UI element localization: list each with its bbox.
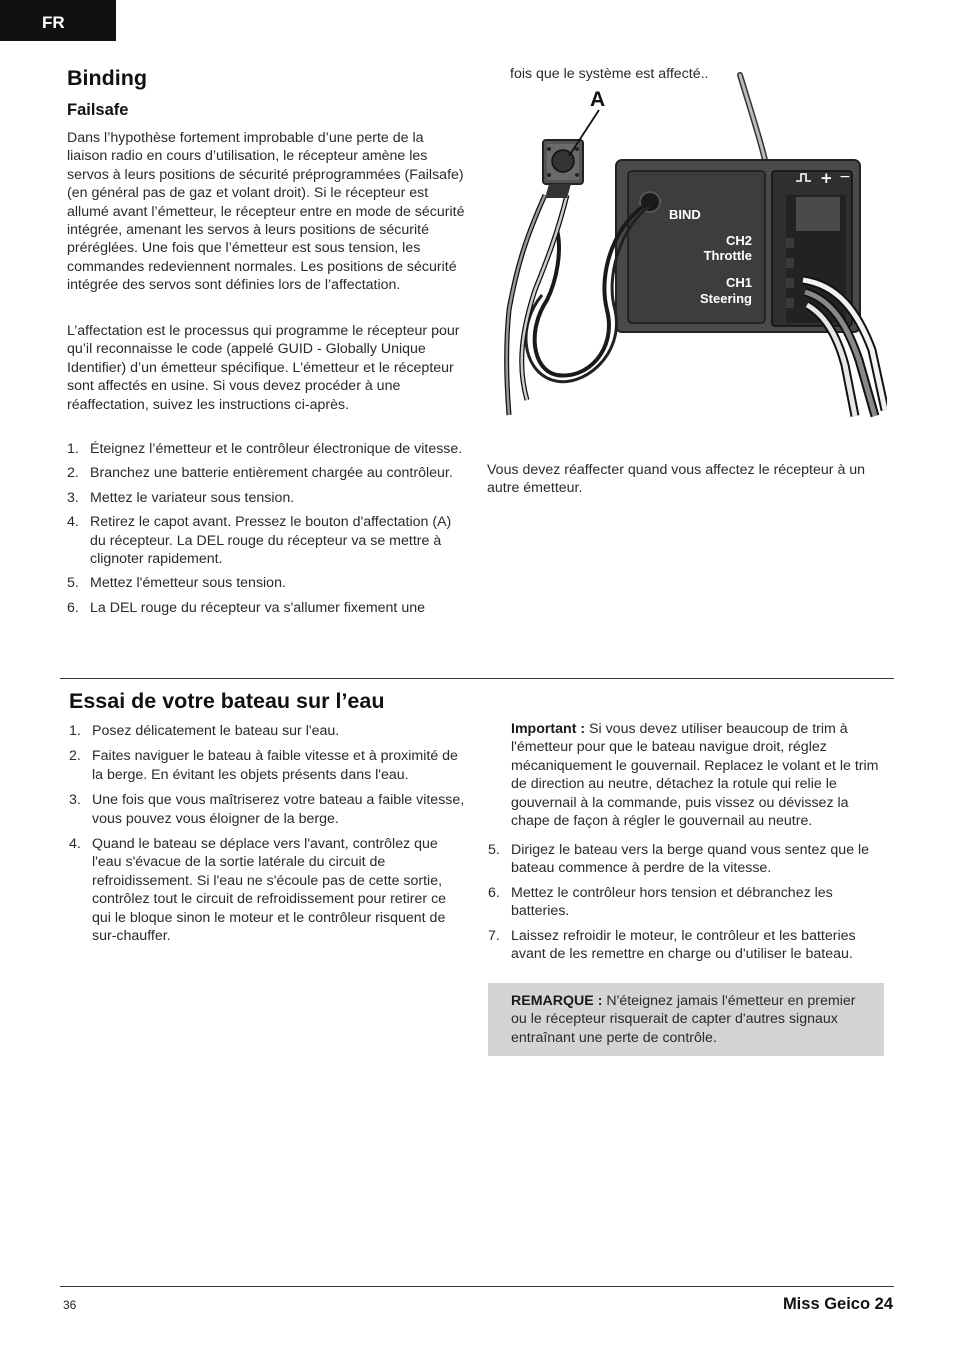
page-number: 36 bbox=[63, 1298, 77, 1312]
list-item: 6. La DEL rouge du récepteur va s'allumer fixement une bbox=[67, 599, 425, 616]
ch1-label: CH1 bbox=[725, 275, 752, 290]
ch1-name: Steering bbox=[699, 291, 752, 306]
callout-a-label: A bbox=[590, 88, 606, 111]
list-item: 1. Posez délicatement le bateau sur l'eau. bbox=[69, 723, 340, 739]
step-6-continuation: fois que le système est affecté.. bbox=[510, 66, 709, 82]
binding-steps bbox=[67, 440, 465, 617]
list-item: 5. Mettez l'émetteur sous tension. bbox=[67, 575, 286, 592]
list-item: 2. Branchez une batterie entièrement chargée au contrôleur. bbox=[67, 465, 453, 482]
binding-title: Binding bbox=[67, 66, 148, 90]
essai-title: Essai de votre bateau sur l’eau bbox=[69, 689, 385, 713]
important-label: Important : bbox=[511, 721, 586, 737]
list-item: 1. Éteignez l’émetteur et le contrôleur électronique de vitesse. bbox=[67, 441, 463, 457]
list-item: 3. Une fois que vous maîtriserez votre bateau a faible vitesse, vous pouvez vous éloigner de la berge. bbox=[69, 792, 465, 827]
footer-title: Miss Geico 24 bbox=[782, 1295, 893, 1313]
essai-steps-right bbox=[488, 841, 884, 963]
receiver-diagram bbox=[487, 60, 887, 420]
list-item: 7. Laissez refroidir le moteur, le contrôleur et les batteries avant de les remettre en charge ou d'utiliser le bateau. bbox=[488, 927, 856, 963]
list-item: 4. Retirez le capot avant. Pressez le bouton d'affectation (A) du récepteur. La DEL rouge du récepteur va se mettre à clignoter rapidement. bbox=[67, 514, 452, 568]
ch2-label: CH2 bbox=[725, 233, 752, 248]
binding-intro-paragraph: L’affectation est le processus qui programme le récepteur pour qu’il reconnaisse le code (appelé GUID - Globally Unique Identifier) d’un émetteur spécifique. L'émetteur et le récepteur sont affectés en usine. Si vous devez procéder à une réaffectation, suivez les instructions ci-après. bbox=[67, 323, 460, 413]
svg-text:+: + bbox=[820, 169, 833, 187]
rebind-note: Vous devez réaffecter quand vous affectez le récepteur à un autre émetteur. bbox=[487, 462, 866, 497]
svg-text:−: − bbox=[839, 169, 851, 185]
remarque-box: REMARQUE : N'éteignez jamais l'émetteur en premier ou le récepteur risquerait de capter d'autres signaux entraînant une perte de contrôle. bbox=[488, 983, 884, 1056]
bind-label: BIND bbox=[669, 207, 701, 222]
language-tab: FR bbox=[0, 0, 116, 41]
footer-divider bbox=[60, 1286, 894, 1287]
ch2-name: Throttle bbox=[703, 248, 752, 263]
important-note: Important : Si vous devez utiliser beaucoup de trim à l'émetteur pour que le bateau navigue droit, réglez mécaniquement le gouvernail. Replacez le volant et le trim de direction au neutre, détachez la rotule qui relie le gouvernail à la commande, puis vissez ou dévissez la chape de façon à régler le gouvernail au neutre. bbox=[511, 721, 879, 830]
list-item: 6. Mettez le contrôleur hors tension et débranchez les batteries. bbox=[488, 884, 833, 920]
list-item: 2. Faites naviguer le bateau à faible vitesse et à proximité de la berge. En évitant les objets présents dans l'eau. bbox=[69, 748, 458, 783]
remarque-label: REMARQUE : bbox=[511, 993, 603, 1009]
essai-steps-left bbox=[69, 722, 467, 945]
list-item: 3. Mettez le variateur sous tension. bbox=[67, 489, 295, 506]
failsafe-subtitle: Failsafe bbox=[67, 101, 129, 119]
section-divider bbox=[60, 678, 894, 679]
failsafe-paragraph: Dans l’hypothèse fortement improbable d’une perte de la liaison radio en cours d’utilisation, le récepteur amène les servos à leurs positions de sécurité préprogrammées (Failsafe) (en général pas de gaz et volant droit). Si le récepteur est allumé avant l’émetteur, le récepteur entre en mode de sécurité intégrée, amenant les servos à leurs positions de sécurité préréglées. Une fois que l’émetteur est sous tension, les commandes redeviennent normales. Les positions de sécurité intégrée des servos sont définies lors de l’affectation. bbox=[67, 130, 465, 294]
list-item: 4. Quand le bateau se déplace vers l'avant, contrôlez que l'eau s'évacue de la sortie latérale du circuit de refroidissement. Si l'eau ne s'écoule pas de cette sortie, contrôlez tout le circuit de refroidissement pour retirer ce qui le bloque sinon le moteur et le contrôleur risquent de sur-chauffer. bbox=[69, 836, 447, 945]
list-item: 5. Dirigez le bateau vers la berge quand vous sentez que le bateau commence à perdre de la vitesse. bbox=[488, 842, 870, 877]
